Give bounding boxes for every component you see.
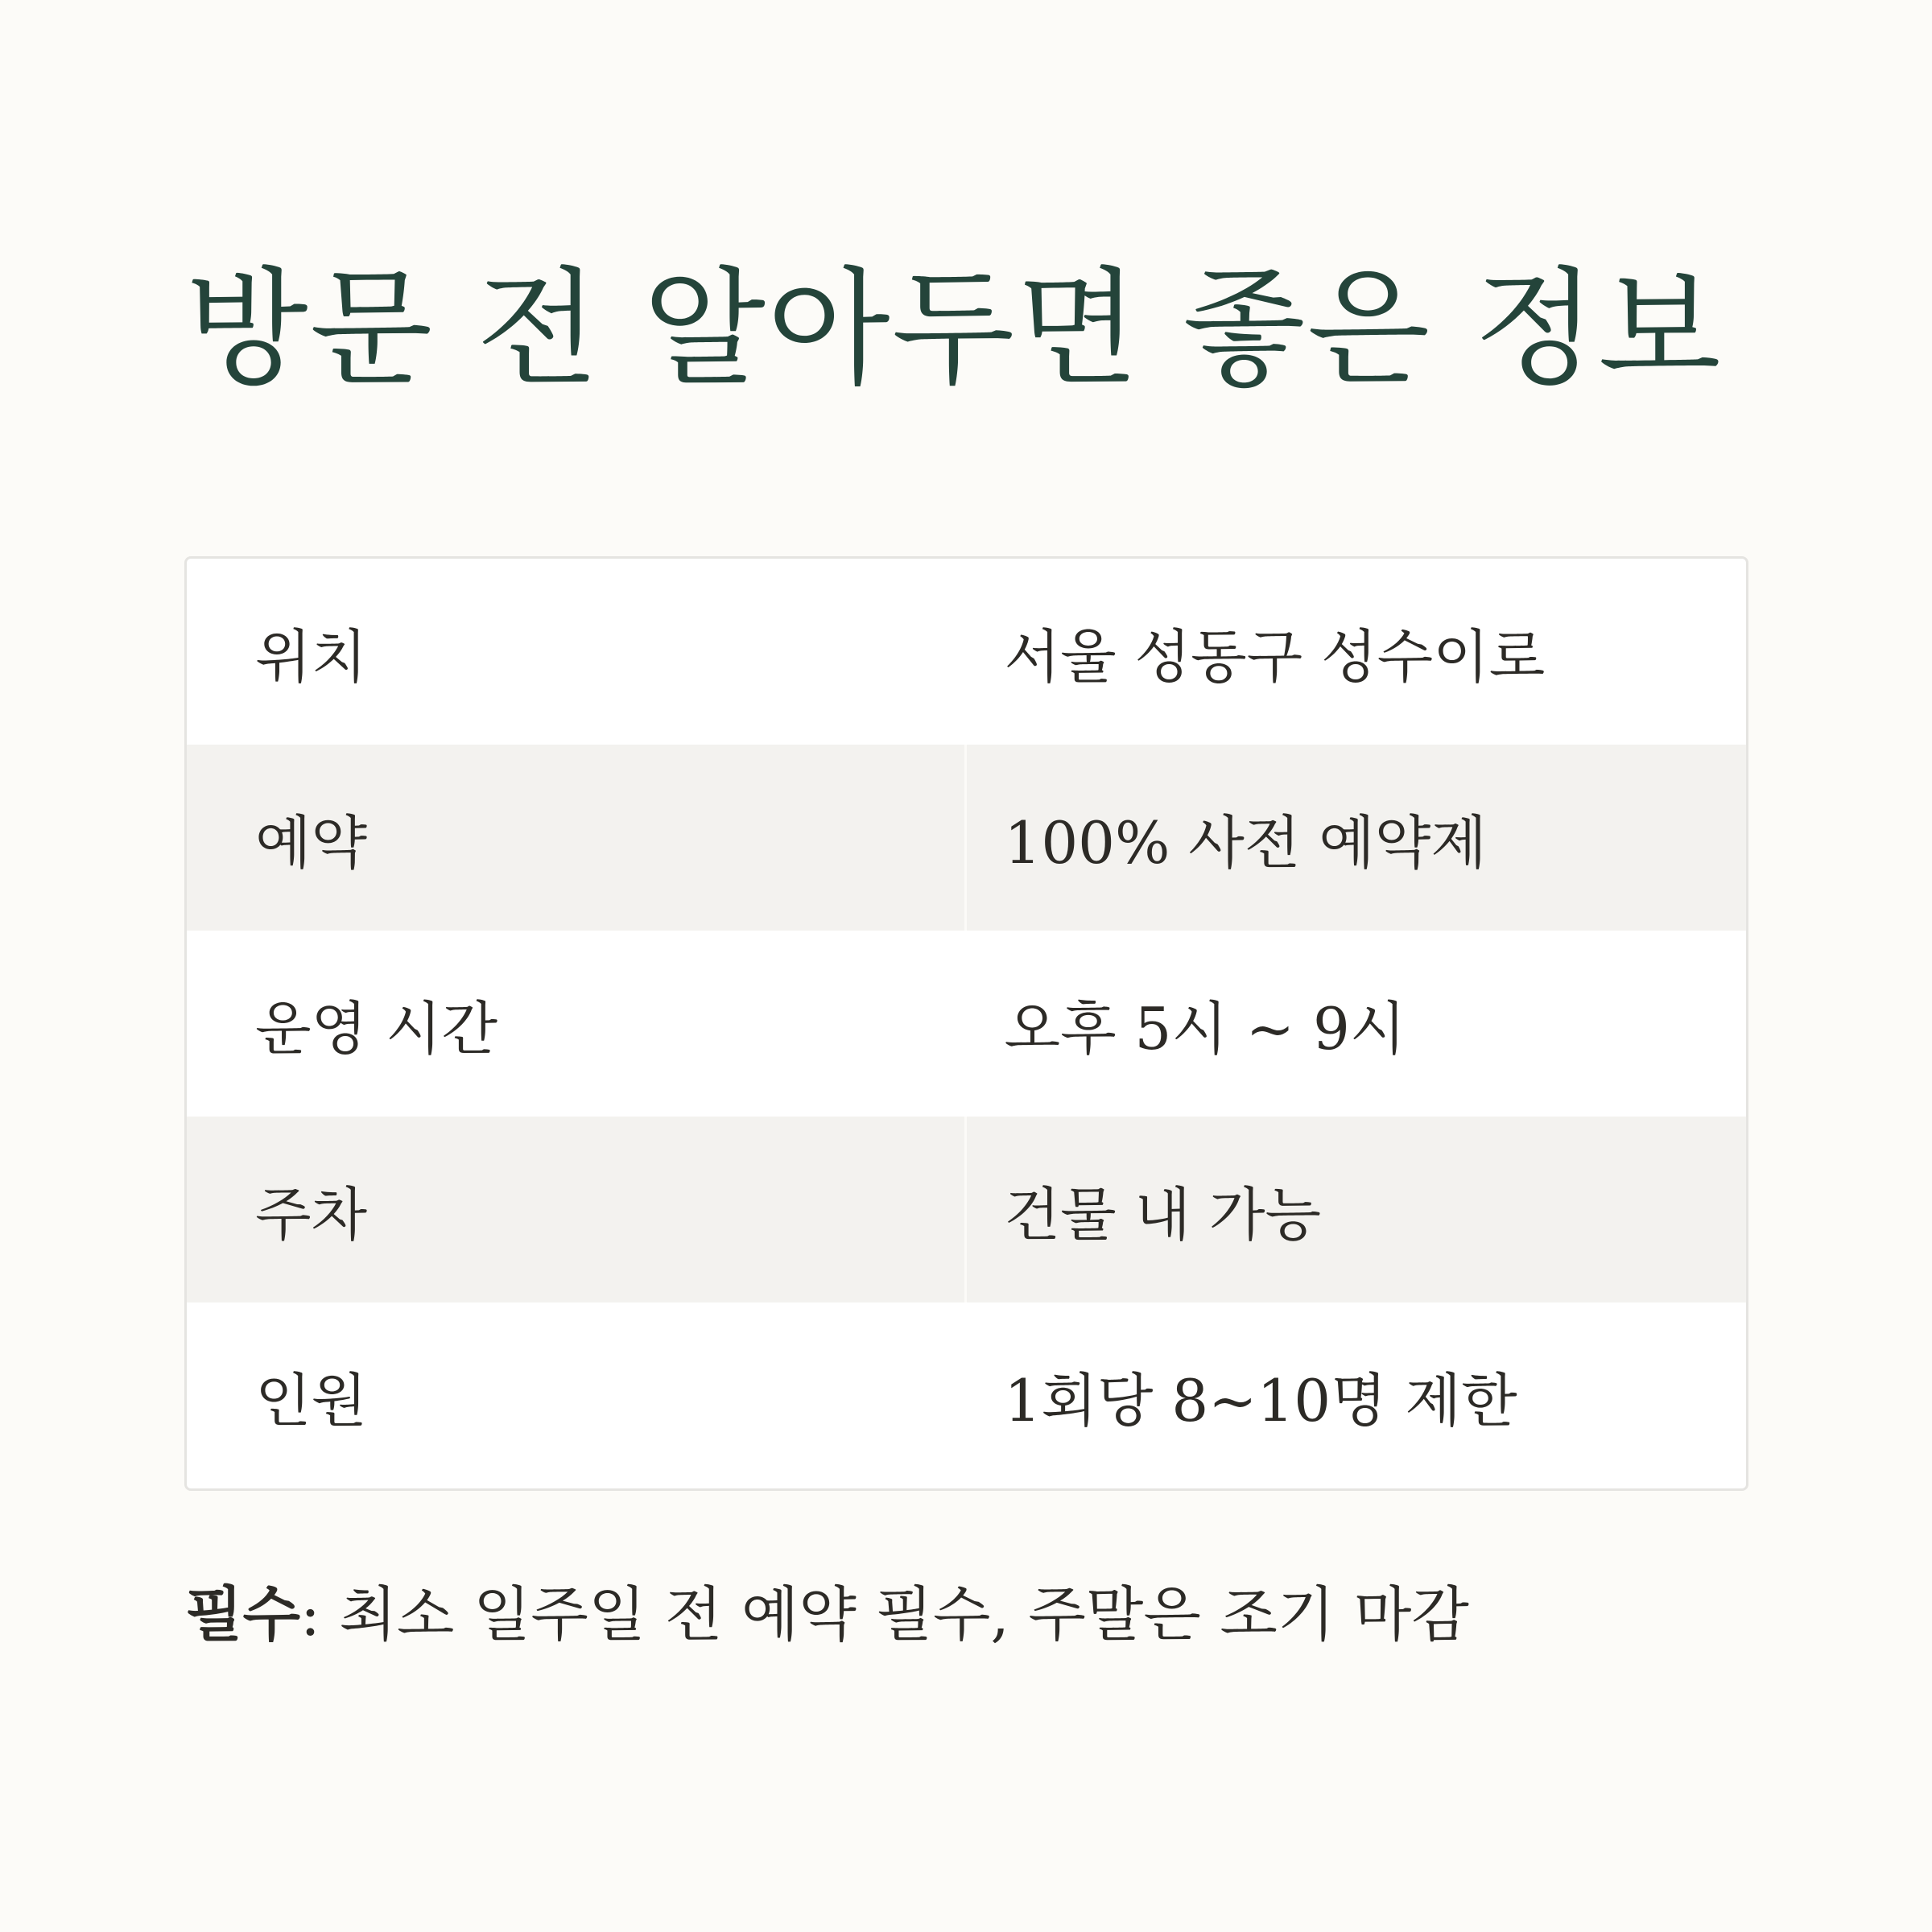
row-label: 인원	[255, 1366, 368, 1435]
table-row-location	[187, 559, 1746, 745]
table-row-reservation	[187, 745, 1746, 931]
row-value: 서울 성동구 성수이로	[1004, 622, 1546, 691]
row-label: 위치	[255, 622, 368, 691]
table-row-hours	[187, 931, 1746, 1117]
table-row-parking	[187, 1117, 1746, 1302]
row-value: 건물 내 가능	[1004, 1180, 1322, 1249]
note-text: 최소 일주일 전 예약 필수, 주말은 조기 마감	[320, 1580, 1469, 1649]
row-label: 예약	[187, 745, 967, 931]
reservation-note	[185, 1579, 1469, 1651]
info-table	[184, 556, 1748, 1491]
row-value: 100% 사전 예약제	[1004, 808, 1487, 877]
table-row-capacity	[187, 1302, 1746, 1488]
row-value: 오후 5시 ~ 9시	[1004, 994, 1406, 1063]
row-label: 주차	[187, 1117, 967, 1302]
note-label: 필수	[185, 1580, 300, 1649]
row-label: 운영 시간	[255, 994, 498, 1063]
row-value: 1회당 8~10명 제한	[1004, 1366, 1517, 1435]
page-title: 방문 전 알아두면 좋은 정보	[185, 255, 1723, 403]
note-separator: :	[299, 1580, 320, 1649]
